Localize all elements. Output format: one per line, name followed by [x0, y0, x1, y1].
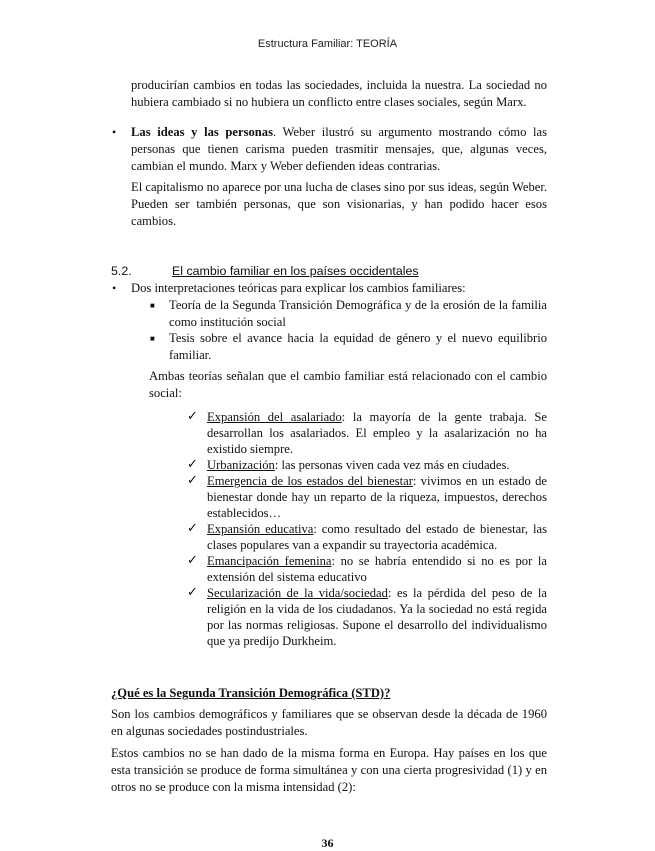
ideas-text: . Weber ilustró su argumento mostrando cómo las personas que tienen carisma pueden trasmitir mensajes, que, algunas veces, cambian el mundo. Marx y Weber defienden ideas contrarias.	[131, 125, 547, 173]
check-term: Urbanización	[207, 458, 275, 472]
square-bullet: ■	[150, 301, 155, 310]
page-number: 36	[321, 836, 334, 850]
std-paragraph-2: Estos cambios no se han dado de la misma forma en Europa. Hay países en los que esta transición se produce de forma simultánea y con una cierta progresividad (1) y en otros no se produce con la misma intensidad (2):	[111, 746, 547, 794]
check-item	[207, 585, 547, 649]
checkmark-icon: ✓	[187, 457, 198, 472]
check-text: : no se habría entendido si no es por la extensión del sistema educativo	[207, 554, 547, 584]
bullet-dot: •	[112, 281, 117, 295]
std-paragraph-1: Son los cambios demográficos y familiares que se observan desde la década de 1960 en algunas sociedades postindustriales.	[111, 707, 547, 738]
bullet-dot: •	[112, 125, 117, 139]
std-heading: ¿Qué es la Segunda Transición Demográfica (STD)?	[111, 686, 391, 700]
page-header: Estructura Familiar: TEORÍA	[257, 38, 398, 50]
check-item	[207, 521, 547, 553]
check-item	[207, 553, 547, 585]
check-text: : las personas viven cada vez más en ciudades.	[274, 458, 510, 472]
paragraph-ambas: Ambas teorías señalan que el cambio familiar está relacionado con el cambio social:	[149, 369, 547, 400]
check-text: : es la pérdida del peso de la religión en la vida de los ciudadanos. Ya la sociedad no está regida por las normas religiosas. Supone el desarrollo del individualismo que ya predijo Durkheim.	[207, 586, 547, 648]
square-bullet: ■	[150, 334, 155, 343]
paragraph-ideas	[131, 124, 547, 175]
teoria-item: Teoría de la Segunda Transición Demográfica y de la erosión de la familia como institución social	[169, 298, 547, 329]
section-number: 5.2.	[111, 264, 132, 278]
check-term: Emancipación femenina	[207, 554, 332, 568]
ideas-term: Las ideas y las personas	[131, 125, 273, 139]
check-term: Emergencia de los estados del bienestar	[207, 474, 413, 488]
checkmark-icon: ✓	[187, 521, 198, 536]
check-item	[207, 409, 547, 457]
section-title: El cambio familiar en los países occidentales	[172, 264, 419, 278]
check-term: Expansión educativa	[207, 522, 314, 536]
checkmark-icon: ✓	[187, 409, 198, 424]
checkmark-icon: ✓	[187, 585, 198, 600]
check-term: Expansión del asalariado	[207, 410, 342, 424]
check-item	[207, 457, 547, 473]
checkmark-icon: ✓	[187, 473, 198, 488]
check-text: : la mayoría de la gente trabaja. Se desarrollan los asalariados. El empleo y la asalarización no ha existido siempre.	[207, 410, 547, 456]
check-text: : vivimos en un estado de bienestar donde hay un reparto de la riqueza, impuestos, derechos establecidos…	[207, 474, 547, 520]
paragraph-capitalismo: El capitalismo no aparece por una lucha de clases sino por sus ideas, según Weber. Pueden ser también personas, que son visionarias, y han podido hacer esos cambios.	[131, 180, 547, 228]
checkmark-icon: ✓	[187, 553, 198, 568]
paragraph-top: producirían cambios en todas las sociedades, incluida la nuestra. La sociedad no hubiera cambiado si no hubiera un conflicto entre clases sociales, según Marx.	[131, 78, 547, 109]
paragraph-interpretaciones: Dos interpretaciones teóricas para explicar los cambios familiares:	[131, 281, 466, 295]
teoria-item: Tesis sobre el avance hacia la equidad de género y el nuevo equilibrio familiar.	[169, 331, 547, 362]
check-text: : como resultado del estado de bienestar, las clases populares van a expandir su trayectoria académica.	[207, 522, 547, 552]
check-item	[207, 473, 547, 521]
check-term: Secularización de la vida/sociedad	[207, 586, 388, 600]
